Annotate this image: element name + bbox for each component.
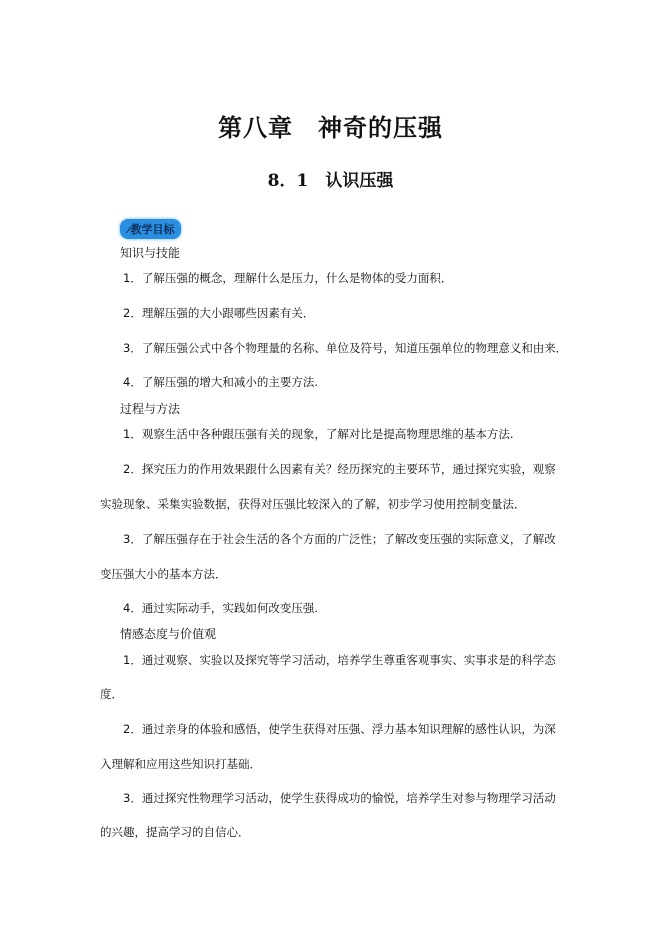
chapter-title: 第八章 神奇的压强: [218, 113, 443, 142]
list-item: 1．了解压强的概念，理解什么是压力，什么是物体的受力面积．: [123, 271, 453, 285]
list-item: 1．观察生活中各种跟压强有关的现象，了解对比是提高物理思维的基本方法.: [123, 427, 514, 441]
list-item: 3．了解压强存在于社会生活的各个方面的广泛性；了解改变压强的实际意义，了解改: [123, 532, 556, 546]
list-item: 3．通过探究性物理学习活动，使学生获得成功的愉悦，培养学生对参与物理学习活动: [123, 791, 556, 805]
list-item: 3．了解压强公式中各个物理量的名称、单位及符号，知道压强单位的物理意义和由来．: [123, 341, 568, 355]
list-item: 2．探究压力的作用效果跟什么因素有关？经历探究的主要环节，通过探究实验，观察: [123, 462, 556, 476]
list-item-continuation: 度．: [100, 687, 123, 701]
group-heading: 过程与方法: [120, 402, 181, 416]
list-item: 2．理解压强的大小跟哪些因素有关．: [123, 306, 315, 320]
badge-label: 教学目标: [130, 223, 175, 236]
list-item: 1．通过观察、实验以及探究等学习活动，培养学生尊重客观事实、实事求是的科学态: [123, 653, 556, 667]
list-item: 4．了解压强的增大和减小的主要方法.: [123, 375, 318, 389]
list-item-continuation: 变压强大小的基本方法．: [100, 567, 227, 581]
list-item: 2．通过亲身的体验和感悟，使学生获得对压强、浮力基本知识理解的感性认识，为深: [123, 722, 556, 736]
group-heading: 知识与技能: [120, 246, 181, 260]
teaching-goals-badge: [120, 219, 181, 239]
group-heading: 情感态度与价值观: [120, 627, 217, 641]
section-title: 8．1 认识压强: [267, 171, 394, 191]
list-item-continuation: 入理解和应用这些知识打基础．: [100, 757, 261, 771]
paperclip-icon: ⁄: [128, 226, 130, 236]
list-item: 4．通过实际动手，实践如何改变压强.: [123, 601, 318, 615]
list-item-continuation: 实验现象、采集实验数据，获得对压强比较深入的了解，初步学习使用控制变量法．: [100, 497, 526, 511]
list-item-continuation: 的兴趣，提高学习的自信心．: [100, 825, 250, 839]
